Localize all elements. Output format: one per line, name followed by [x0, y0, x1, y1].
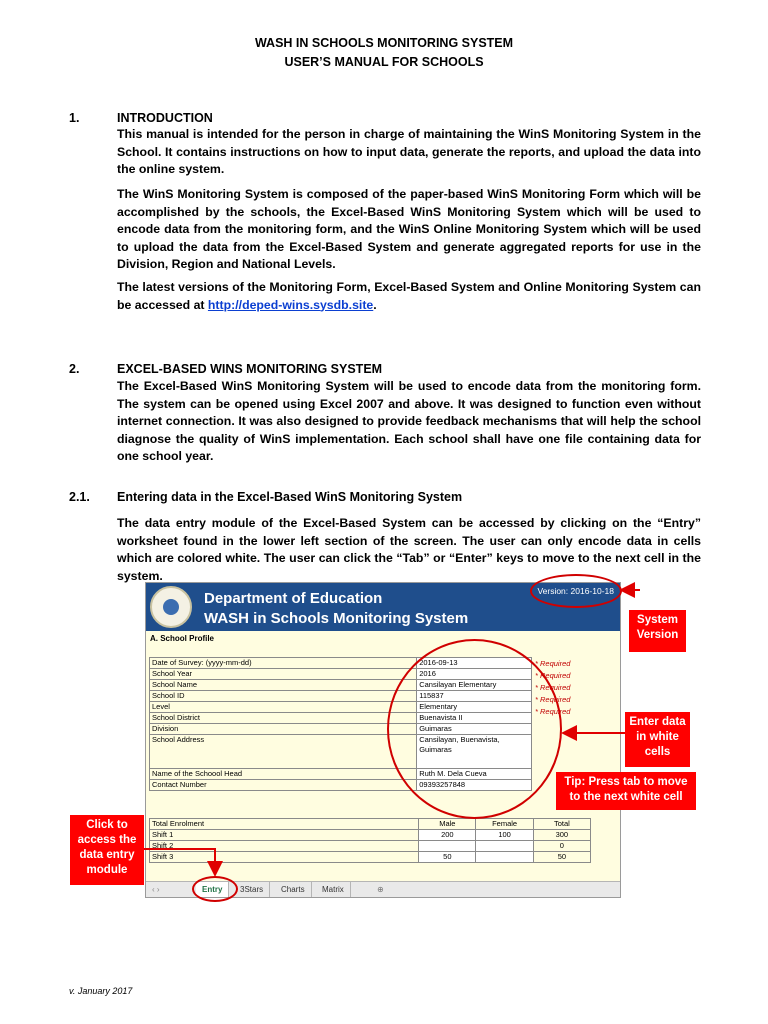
shift-1-male-input[interactable]: 200 [419, 830, 476, 841]
female-header: Female [476, 819, 533, 830]
shift-3-total: 50 [533, 852, 590, 863]
banner-title: Department of Education [204, 590, 383, 607]
shift-label: Shift 3 [150, 852, 419, 863]
field-label: Contact Number [150, 780, 417, 791]
section-1-number: 1. [69, 111, 80, 125]
shift-1-female-input[interactable]: 100 [476, 830, 533, 841]
version-label: Version: 2016-10-18 [537, 586, 614, 596]
school-district-input[interactable]: Buenavista II [417, 713, 532, 724]
download-link[interactable]: http://deped-wins.sysdb.site [207, 297, 374, 312]
banner-subtitle: WASH in Schools Monitoring System [204, 610, 469, 627]
document-subtitle: USER’S MANUAL FOR SCHOOLS [284, 55, 484, 69]
intro-paragraph-2: The WinS Monitoring System is composed of the paper-based WinS Monitoring Form which will be accomplished by the schools, the Excel-Based WinS Monitoring System which will be used to encode data from the monitoring form, and the WinS Online Monitoring System which will be used to upload the data from the Excel-Based System and generate aggregated reports for use in the Division, Region and National Levels. [117, 187, 701, 271]
field-label: School ID [150, 691, 417, 702]
shift-label: Shift 1 [150, 830, 419, 841]
footer-version: v. January 2017 [69, 986, 133, 996]
field-label: Level [150, 702, 417, 713]
intro-paragraph-1: This manual is intended for the person in charge of maintaining the WinS Monitoring System in the School. It contains instructions on how to input data, generate the reports, and upload the data into the online system. [117, 127, 701, 176]
required-note: * Required [535, 707, 571, 716]
section-1-heading: INTRODUCTION [117, 111, 213, 125]
tab-charts[interactable]: Charts [275, 882, 312, 897]
document-title: WASH IN SCHOOLS MONITORING SYSTEM [254, 36, 514, 50]
required-note: * Required [535, 683, 571, 692]
system-version-callout: System Version [629, 610, 686, 652]
tip-callout: Tip: Press tab to move to the next white cell [556, 772, 696, 810]
enter-data-callout: Enter data in white cells [625, 712, 690, 767]
required-note: * Required [535, 695, 571, 704]
section-2-number: 2. [69, 362, 80, 376]
add-sheet-icon[interactable]: ⊕ [377, 885, 384, 894]
required-note: * Required [535, 659, 571, 668]
field-label: School Year [150, 669, 417, 680]
division-input[interactable]: Guimaras [417, 724, 532, 735]
tab-matrix[interactable]: Matrix [316, 882, 351, 897]
arrow-to-entry-tab [135, 849, 215, 873]
field-label: Division [150, 724, 417, 735]
total-header: Total [533, 819, 590, 830]
school-address-input[interactable]: Cansilayan, Buenavista, [417, 735, 532, 746]
shift-1-total: 300 [533, 830, 590, 841]
section-a-label: A. School Profile [150, 634, 215, 643]
shift-2-total: 0 [533, 841, 590, 852]
shift-label: Shift 2 [150, 841, 419, 852]
shift-3-male-input[interactable]: 50 [419, 852, 476, 863]
field-label: School Address [150, 735, 417, 746]
field-label: Date of Survey: (yyyy-mm-dd) [150, 658, 417, 669]
sheet-nav-arrows[interactable]: ‹ › [152, 885, 160, 894]
school-head-input[interactable]: Ruth M. Dela Cueva [417, 769, 532, 780]
section-2-1-paragraph: The data entry module of the Excel-Based System can be accessed by clicking on the “Entry” worksheet found in the lower left section of the screen. The user can only encode data in cells which are colored white. The user can click the “Tab” or “Enter” keys to move to the next cell in the system. [117, 516, 701, 583]
school-id-input[interactable]: 115837 [417, 691, 532, 702]
school-name-input[interactable]: Cansilayan Elementary [417, 680, 532, 691]
click-access-callout: Click to access the data entry module [70, 815, 144, 885]
section-2-paragraph: The Excel-Based WinS Monitoring System will be used to encode data from the monitoring form. The system can be opened using Excel 2007 and above. It was designed to function even without internet connection. It was also designed to provide feedback mechanisms that will help the school diagnose the quality of WinS implementation. Each school shall have one file containing data for one school year. [117, 379, 701, 463]
male-header: Male [419, 819, 476, 830]
section-2-1-heading: Entering data in the Excel-Based WinS Monitoring System [117, 490, 463, 504]
section-2-1-number: 2.1. [69, 490, 90, 504]
section-2-heading: EXCEL-BASED WINS MONITORING SYSTEM [117, 362, 383, 376]
paragraph-3-text: The latest versions of the Monitoring Form, Excel-Based System and Online Monitoring System can be accessed at [117, 280, 701, 312]
paragraph-3-end: . [373, 297, 377, 312]
level-input[interactable]: Elementary [417, 702, 532, 713]
school-year-input[interactable]: 2016 [417, 669, 532, 680]
tab-entry[interactable]: Entry [196, 882, 229, 897]
contact-number-input[interactable]: 09393257848 [417, 780, 532, 791]
enrolment-header: Total Enrolment [150, 819, 419, 830]
tab-3stars[interactable]: 3Stars [234, 882, 270, 897]
school-address-line-2[interactable]: Guimaras [417, 745, 532, 755]
field-label: School District [150, 713, 417, 724]
field-label: Name of the Schoool Head [150, 769, 417, 780]
field-label: School Name [150, 680, 417, 691]
required-note: * Required [535, 671, 571, 680]
date-of-survey-input[interactable]: 2016-09-13 [417, 658, 532, 669]
